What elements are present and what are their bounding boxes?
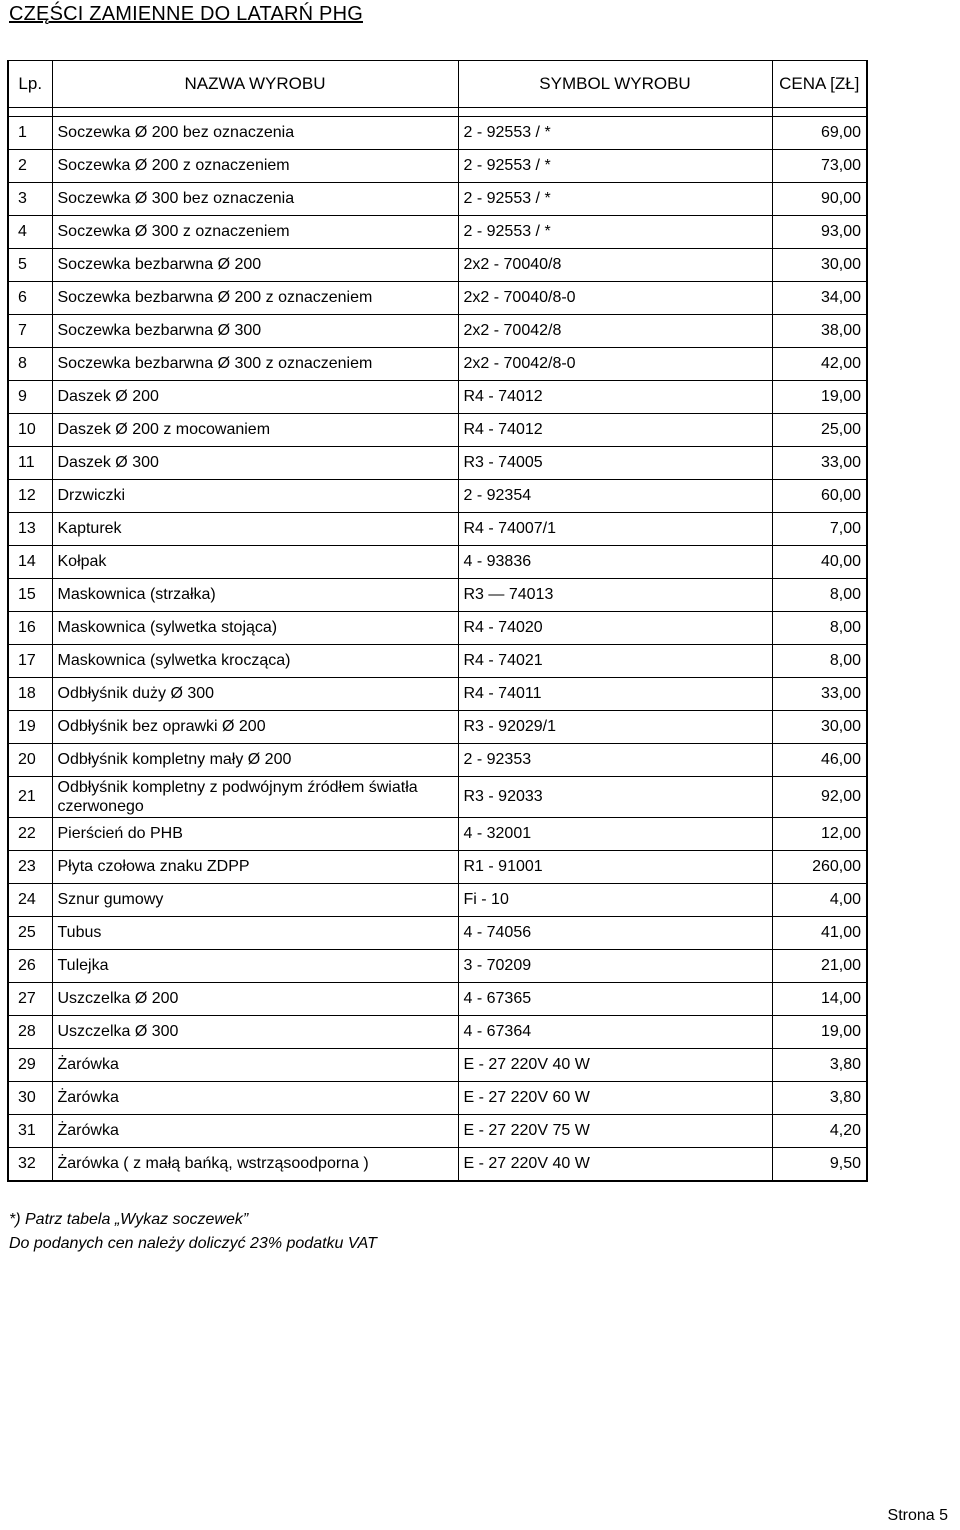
lens-note: *) Patrz tabela „Wykaz soczewek”: [9, 1211, 249, 1228]
cell-name: Soczewka Ø 200 bez oznaczenia: [52, 117, 458, 150]
page-number: Strona 5: [887, 1507, 948, 1524]
cell-name: Drzwiczki: [52, 480, 458, 513]
table-row: [8, 480, 867, 513]
cell-price: 33,00: [772, 447, 867, 480]
cell-lp: 7: [8, 315, 52, 348]
cell-lp: 9: [8, 381, 52, 414]
cell-symbol: R4 - 74011: [458, 678, 772, 711]
cell-symbol: 2x2 - 70040/8-0: [458, 282, 772, 315]
cell-name: Daszek Ø 200 z mocowaniem: [52, 414, 458, 447]
table-row: [8, 546, 867, 579]
table-row: [8, 818, 867, 851]
cell-price: 73,00: [772, 150, 867, 183]
cell-name: Maskownica (sylwetka krocząca): [52, 645, 458, 678]
table-row: [8, 216, 867, 249]
cell-symbol: 2 - 92553 / *: [458, 117, 772, 150]
table-row: [8, 1049, 867, 1082]
cell-name: Soczewka Ø 300 z oznaczeniem: [52, 216, 458, 249]
cell-lp: 18: [8, 678, 52, 711]
cell-lp: 13: [8, 513, 52, 546]
cell-price: 25,00: [772, 414, 867, 447]
cell-name: Soczewka bezbarwna Ø 300 z oznaczeniem: [52, 348, 458, 381]
cell-price: 8,00: [772, 612, 867, 645]
cell-name: Kapturek: [52, 513, 458, 546]
cell-name: Daszek Ø 300: [52, 447, 458, 480]
cell-lp: 32: [8, 1148, 52, 1182]
cell-symbol: 4 - 32001: [458, 818, 772, 851]
cell-name: Żarówka ( z małą bańką, wstrząsoodporna ): [52, 1148, 458, 1182]
cell-price: 7,00: [772, 513, 867, 546]
cell-name: Pierścień do PHB: [52, 818, 458, 851]
header-price: CENA [ZŁ]: [772, 61, 867, 108]
table-row: [8, 851, 867, 884]
table-row: [8, 1016, 867, 1049]
cell-symbol: 2x2 - 70040/8: [458, 249, 772, 282]
cell-price: 260,00: [772, 851, 867, 884]
cell-symbol: R3 — 74013: [458, 579, 772, 612]
table-row: [8, 315, 867, 348]
vat-note: Do podanych cen należy doliczyć 23% podatku VAT: [9, 1235, 377, 1252]
cell-price: 46,00: [772, 744, 867, 777]
cell-name: Kołpak: [52, 546, 458, 579]
cell-symbol: 2x2 - 70042/8-0: [458, 348, 772, 381]
cell-price: 19,00: [772, 381, 867, 414]
table-row: [8, 150, 867, 183]
cell-symbol: R4 - 74020: [458, 612, 772, 645]
cell-name: Sznur gumowy: [52, 884, 458, 917]
cell-name: Odbłyśnik kompletny mały Ø 200: [52, 744, 458, 777]
header-symbol: SYMBOL WYROBU: [458, 61, 772, 108]
notes: [9, 1208, 377, 1256]
cell-symbol: R4 - 74021: [458, 645, 772, 678]
cell-symbol: 3 - 70209: [458, 950, 772, 983]
cell-price: 92,00: [772, 777, 867, 818]
cell-name: Daszek Ø 200: [52, 381, 458, 414]
cell-symbol: R4 - 74012: [458, 414, 772, 447]
cell-lp: 16: [8, 612, 52, 645]
cell-lp: 29: [8, 1049, 52, 1082]
cell-name: Uszczelka Ø 200: [52, 983, 458, 1016]
table-header-row: [8, 61, 867, 108]
cell-price: 42,00: [772, 348, 867, 381]
cell-name: Odbłyśnik kompletny z podwójnym źródłem światła czerwonego: [52, 777, 458, 818]
price-table: [7, 60, 868, 1182]
cell-lp: 11: [8, 447, 52, 480]
cell-symbol: E - 27 220V 40 W: [458, 1049, 772, 1082]
cell-name: Maskownica (sylwetka stojąca): [52, 612, 458, 645]
table-row: [8, 612, 867, 645]
table-row: [8, 950, 867, 983]
cell-price: 19,00: [772, 1016, 867, 1049]
cell-name: Soczewka bezbarwna Ø 300: [52, 315, 458, 348]
table-row: [8, 414, 867, 447]
cell-price: 93,00: [772, 216, 867, 249]
cell-price: 4,00: [772, 884, 867, 917]
cell-price: 38,00: [772, 315, 867, 348]
table-row: [8, 678, 867, 711]
cell-symbol: 4 - 67364: [458, 1016, 772, 1049]
cell-price: 41,00: [772, 917, 867, 950]
cell-price: 21,00: [772, 950, 867, 983]
table-row: [8, 579, 867, 612]
cell-name: Soczewka Ø 300 bez oznaczenia: [52, 183, 458, 216]
cell-lp: 20: [8, 744, 52, 777]
cell-price: 30,00: [772, 249, 867, 282]
cell-price: 30,00: [772, 711, 867, 744]
cell-price: 12,00: [772, 818, 867, 851]
table-row: [8, 983, 867, 1016]
cell-lp: 19: [8, 711, 52, 744]
cell-lp: 12: [8, 480, 52, 513]
cell-symbol: R1 - 91001: [458, 851, 772, 884]
cell-price: 8,00: [772, 645, 867, 678]
cell-lp: 30: [8, 1082, 52, 1115]
cell-price: 3,80: [772, 1082, 867, 1115]
cell-lp: 28: [8, 1016, 52, 1049]
cell-symbol: R4 - 74007/1: [458, 513, 772, 546]
cell-symbol: E - 27 220V 60 W: [458, 1082, 772, 1115]
cell-lp: 6: [8, 282, 52, 315]
table-row: [8, 1115, 867, 1148]
cell-name: Żarówka: [52, 1082, 458, 1115]
cell-price: 14,00: [772, 983, 867, 1016]
cell-price: 34,00: [772, 282, 867, 315]
spacer-cell: [458, 108, 772, 117]
cell-lp: 21: [8, 777, 52, 818]
table-row: [8, 282, 867, 315]
cell-price: 90,00: [772, 183, 867, 216]
cell-lp: 8: [8, 348, 52, 381]
cell-symbol: 4 - 93836: [458, 546, 772, 579]
table-row: [8, 645, 867, 678]
cell-name: Tulejka: [52, 950, 458, 983]
table-row: [8, 447, 867, 480]
cell-name: Soczewka bezbarwna Ø 200 z oznaczeniem: [52, 282, 458, 315]
cell-price: 60,00: [772, 480, 867, 513]
cell-lp: 31: [8, 1115, 52, 1148]
page-title: CZĘŚCI ZAMIENNE DO LATARŃ PHG: [9, 3, 363, 25]
cell-symbol: 4 - 67365: [458, 983, 772, 1016]
table-body: [8, 108, 867, 1182]
cell-lp: 27: [8, 983, 52, 1016]
table-row: [8, 1082, 867, 1115]
cell-price: 33,00: [772, 678, 867, 711]
table-row: [8, 711, 867, 744]
table-row: [8, 1148, 867, 1182]
cell-symbol: E - 27 220V 75 W: [458, 1115, 772, 1148]
cell-symbol: 2x2 - 70042/8: [458, 315, 772, 348]
cell-name: Odbłyśnik bez oprawki Ø 200: [52, 711, 458, 744]
table-row: [8, 777, 867, 818]
spacer-cell: [52, 108, 458, 117]
cell-name: Soczewka bezbarwna Ø 200: [52, 249, 458, 282]
table-row: [8, 348, 867, 381]
table-spacer-row: [8, 108, 867, 117]
cell-lp: 2: [8, 150, 52, 183]
cell-name: Żarówka: [52, 1049, 458, 1082]
cell-lp: 25: [8, 917, 52, 950]
cell-name: Tubus: [52, 917, 458, 950]
cell-lp: 17: [8, 645, 52, 678]
cell-symbol: 4 - 74056: [458, 917, 772, 950]
cell-symbol: R3 - 92029/1: [458, 711, 772, 744]
table-row: [8, 917, 867, 950]
cell-symbol: R3 - 74005: [458, 447, 772, 480]
cell-name: Soczewka Ø 200 z oznaczeniem: [52, 150, 458, 183]
header-lp: Lp.: [8, 61, 52, 108]
cell-symbol: 2 - 92553 / *: [458, 150, 772, 183]
table-row: [8, 117, 867, 150]
cell-symbol: 2 - 92353: [458, 744, 772, 777]
cell-price: 8,00: [772, 579, 867, 612]
cell-lp: 3: [8, 183, 52, 216]
table-row: [8, 249, 867, 282]
cell-lp: 23: [8, 851, 52, 884]
spacer-cell: [772, 108, 867, 117]
table-row: [8, 513, 867, 546]
cell-name: Uszczelka Ø 300: [52, 1016, 458, 1049]
cell-price: 4,20: [772, 1115, 867, 1148]
cell-price: 3,80: [772, 1049, 867, 1082]
cell-lp: 24: [8, 884, 52, 917]
cell-lp: 15: [8, 579, 52, 612]
cell-symbol: 2 - 92553 / *: [458, 183, 772, 216]
cell-symbol: E - 27 220V 40 W: [458, 1148, 772, 1182]
cell-price: 40,00: [772, 546, 867, 579]
table-row: [8, 884, 867, 917]
header-name: NAZWA WYROBU: [52, 61, 458, 108]
cell-lp: 1: [8, 117, 52, 150]
cell-price: 69,00: [772, 117, 867, 150]
cell-lp: 4: [8, 216, 52, 249]
table-row: [8, 744, 867, 777]
table-row: [8, 381, 867, 414]
cell-name: Maskownica (strzałka): [52, 579, 458, 612]
cell-price: 9,50: [772, 1148, 867, 1182]
cell-name: Płyta czołowa znaku ZDPP: [52, 851, 458, 884]
cell-symbol: R3 - 92033: [458, 777, 772, 818]
cell-lp: 14: [8, 546, 52, 579]
cell-lp: 22: [8, 818, 52, 851]
cell-lp: 5: [8, 249, 52, 282]
cell-lp: 26: [8, 950, 52, 983]
cell-name: Żarówka: [52, 1115, 458, 1148]
cell-lp: 10: [8, 414, 52, 447]
cell-symbol: R4 - 74012: [458, 381, 772, 414]
cell-symbol: 2 - 92553 / *: [458, 216, 772, 249]
spacer-cell: [8, 108, 52, 117]
table-row: [8, 183, 867, 216]
cell-name: Odbłyśnik duży Ø 300: [52, 678, 458, 711]
cell-symbol: 2 - 92354: [458, 480, 772, 513]
cell-symbol: Fi - 10: [458, 884, 772, 917]
